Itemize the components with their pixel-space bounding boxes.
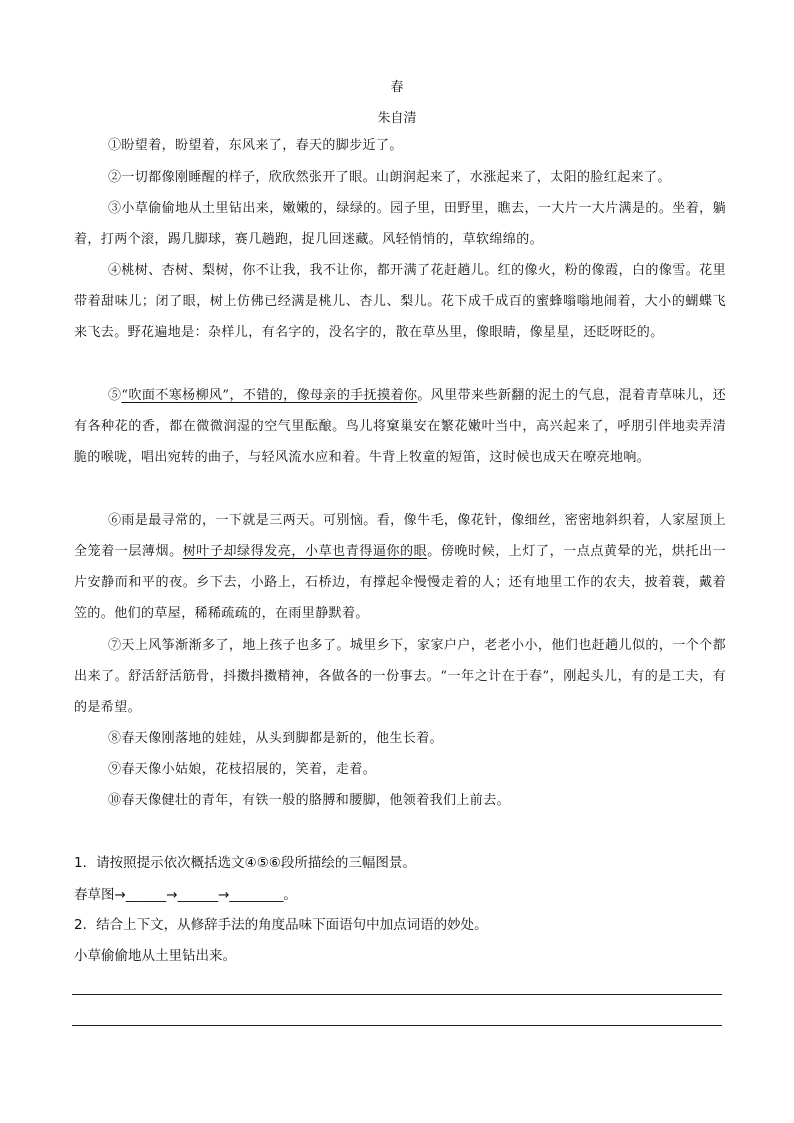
paragraph-8: ⑧春天像刚落地的娃娃，从头到脚都是新的，他生长着。 xyxy=(108,731,444,746)
paragraph-7: ⑦天上风筝渐渐多了，地上孩子也多了。城里乡下，家家户户，老老小小，他们也赶趟儿似的，一个个都出来了。舒活舒活筋骨，抖擞抖擞精神，各做各的一份事去。“一年之计在于春”，刚起头儿，有的是工夫，有的是希望。 xyxy=(74,638,726,715)
paragraph-6-start: ⑥雨是最寻常的，一下就是三两天。可别恼。看，像牛毛，像花针，像细丝，密密地斜织着，人家屋顶上全笼着一层薄烟。 xyxy=(74,513,726,559)
paragraph-4: ④桃树、杏树、梨树，你不让我，我不让你，都开满了花赶趟儿。红的像火，粉的像霞，白的像雪。花里带着甜味儿；闭了眼，树上仿佛已经满是桃儿、杏儿、梨儿。花下成千成百的蜜蜂嗡嗡地闹着，大小的蝴蝶飞来飞去。野花遍地是：杂样儿，有名字的，没名字的，散在草丛里，像眼睛，像星星，还眨呀眨的。 xyxy=(74,263,726,340)
paragraph-5 xyxy=(74,380,726,473)
paragraph-1: ①盼望着，盼望着，东风来了，春天的脚步近了。 xyxy=(108,138,403,153)
question-2: 2．结合上下文，从修辞手法的角度品味下面语句中加点词语的妙处。 xyxy=(74,917,488,933)
question-1-answer-blanks[interactable]: 春草图→______→______→________。 xyxy=(74,887,297,903)
underlined-sentence-5: “吹面不寒杨柳风”，不错的，像母亲的手抚摸着你 xyxy=(121,388,418,403)
paragraph-5-number: ⑤ xyxy=(108,388,122,403)
paragraph-2: ②一切都像刚睡醒的样子，欣欣然张开了眼。山朗润起来了，水涨起来了，太阳的脸红起来了。 xyxy=(108,170,671,185)
paragraph-10: ⑩春天像健壮的青年，有铁一般的胳膊和腰脚，他领着我们上前去。 xyxy=(108,793,511,808)
question-2-sentence: 小草偷偷地从土里钻出来。 xyxy=(74,948,236,964)
passage-author: 朱自清 xyxy=(377,111,417,126)
question-1: 1．请按照提示依次概括选文④⑤⑥段所描绘的三幅图景。 xyxy=(74,855,416,871)
answer-line-1[interactable] xyxy=(72,994,722,995)
paragraph-6-rest: 。傍晚时候，上灯了，一点点黄晕的光，烘托出一片安静而和平的夜。乡下去，小路上，石桥边，有撑起伞慢慢走着的人；还有地里工作的农夫，披着蓑，戴着笠的。他们的草屋，稀稀疏疏的，在雨里静默着。 xyxy=(74,544,727,621)
paragraph-9: ⑨春天像小姑娘，花枝招展的，笑着，走着。 xyxy=(108,762,377,777)
passage-title: 春 xyxy=(390,80,404,95)
answer-line-2[interactable] xyxy=(72,1025,722,1026)
underlined-sentence-6: 树叶子却绿得发亮，小草也青得逼你的眼 xyxy=(182,544,428,559)
paragraph-3: ③小草偷偷地从土里钻出来，嫩嫩的，绿绿的。园子里，田野里，瞧去，一大片一大片满是的。坐着，躺着，打两个滚，踢几脚球，赛几趟跑，捉几回迷藏。风轻悄悄的，草软绵绵的。 xyxy=(74,201,726,247)
paragraph-6 xyxy=(74,505,726,629)
paragraph-5-rest: 。风里带来些新翻的泥土的气息，混着青草味儿，还有各种花的香，都在微微润湿的空气里酝酿。鸟儿将窠巢安在繁花嫩叶当中，高兴起来了，呼朋引伴地卖弄清脆的喉咙，唱出宛转的曲子，与轻风流水应和着。牛背上牧童的短笛，这时候也成天在嘹亮地响。 xyxy=(74,388,726,465)
